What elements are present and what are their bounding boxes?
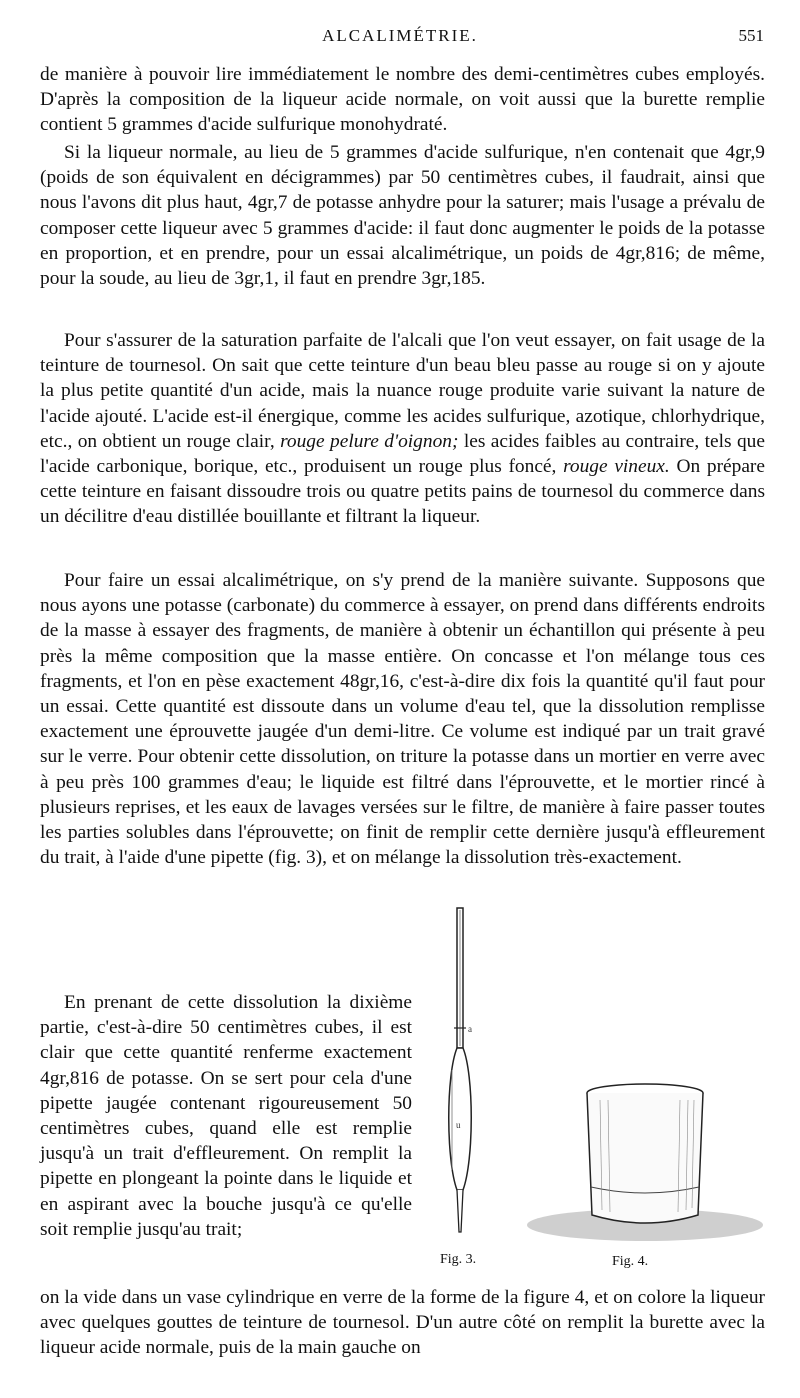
running-title: ALCALIMÉTRIE. bbox=[322, 26, 478, 45]
figure-pipette bbox=[430, 900, 490, 1240]
figure-4-caption: Fig. 4. bbox=[612, 1254, 649, 1269]
svg-text:a: a bbox=[468, 1024, 472, 1034]
paragraph-text: Pour faire un essai alcalimétrique, on s'y prend de la manière suivante. Supposons que nous ayons une potasse (carbonate) du commerce à essayer, on prend dans différents endroits de la masse à essayer des fragments, de manière à obtenir un échantillon qui présente à peu près la même composition que la masse entière. On concasse et l'on mélange tous ces fragments, et l'on en pèse exactement 48gr,16, c'est-à-dire dix fois la quantité qu'il faut pour un essai. Cette quantité est dissoute dans un volume d'eau tel, que la dissolution remplisse exactement une éprouvette jaugée d'un demi-litre. Ce volume est indiqué par un trait gravé sur le verre. Pour obtenir cette dissolution, on triture la potasse dans un mortier en verre avec à peu près 100 grammes d'eau; le liquide est filtré dans l'éprouvette, et le mortier rincé à plusieurs reprises, et les eaux de lavages versées sur le filtre, de manière à faire passer toutes les parties solubles dans l'éprouvette; on finit de remplir cette dernière jusqu'à effleurement du trait, à l'aide d'une pipette (fig. 3), et on mélange la dissolution très-exactement. bbox=[40, 570, 765, 869]
italic-term: rouge pelure d'oignon; bbox=[280, 430, 459, 452]
paragraph-essai-alcalimetrique bbox=[40, 568, 765, 869]
running-header bbox=[0, 26, 800, 50]
paragraph-dixieme-partie: En prenant de cette dissolution la dixième partie, c'est-à-dire 50 centimètres cubes, il est clair que cette quantité renferme exactement 4gr,816 de potasse. On se sert pour cela d'une pipette jaugée contenant rigoureusement 50 centimètres cubes, quand elle est remplie jusqu'à un trait d'effleurement. On remplit la pipette en plongeant la pointe dans le liquide et en aspirant avec la bouche jusqu'à ce qu'elle soit remplie jusqu'au trait; bbox=[40, 992, 412, 1240]
svg-text:u: u bbox=[456, 1120, 461, 1130]
paragraph-text: Pour s'assurer de la saturation parfaite de l'alcali que l'on veut essayer, on fait usage de la teinture de tournesol. On sait que cette teinture d'un beau bleu passe au rouge si on y ajoute la plus petite quantité d'un acide, mais la nuance rouge produite varie suivant la nature de l'acide ajouté. L'acide est-il énergique, comme les acides sulfurique, azotique, chlorhydrique, etc., on obtient un rouge clair, bbox=[40, 330, 765, 452]
paragraph-vase-cylindrique: on la vide dans un vase cylindrique en verre de la forme de la figure 4, et on colore la liqueur avec quelques gouttes de teinture de tournesol. D'un autre côté on remplit la burette avec la liqueur acide normale, puis de la main gauche on bbox=[40, 1287, 765, 1359]
figure-vase-cylindrique bbox=[520, 1075, 770, 1245]
page-number: 551 bbox=[738, 26, 764, 45]
paragraph-text: les acides faibles au contraire, tels que l'acide carbonique, borique, etc., produisent un rouge plus foncé, bbox=[40, 430, 765, 478]
pipette-drawing bbox=[430, 900, 490, 1240]
figure-3-caption: Fig. 3. bbox=[440, 1252, 477, 1267]
paragraph-text: On prépare cette teinture en faisant dissoudre trois ou quatre petits pains de tournesol du commerce dans un décilitre d'eau distillée bouillante et filtrant la liqueur. bbox=[40, 456, 765, 528]
paragraph-continuation: de manière à pouvoir lire immédiatement le nombre des demi-centimètres cubes employés. D'après la composition de la liqueur acide normale, on voit aussi que la burette remplie contient 5 grammes d'acide sulfurique monohydraté. bbox=[40, 64, 765, 136]
paragraph-teinture-tournesol bbox=[40, 328, 765, 530]
paragraph-liqueur-normale: Si la liqueur normale, au lieu de 5 grammes d'acide sulfurique, n'en contenait que 4gr,9 (poids de son équivalent en décigrammes) par 50 centimètres cubes, il faudrait, ainsi que nous l'avons dit plus haut, 4gr,7 de potasse anhydre pour la saturer; mais l'usage a prévalu de composer cette liqueur avec 5 grammes d'acide: il faut donc augmenter le poids de la potasse en proportion, et en prendre, pour un essai alcalimétrique, un poids de 4gr,816; de même, pour la soude, au lieu de 3gr,1, il faut en prendre 3gr,185. bbox=[40, 142, 765, 290]
glass-drawing bbox=[520, 1075, 770, 1245]
italic-term: rouge vineux. bbox=[563, 456, 670, 478]
